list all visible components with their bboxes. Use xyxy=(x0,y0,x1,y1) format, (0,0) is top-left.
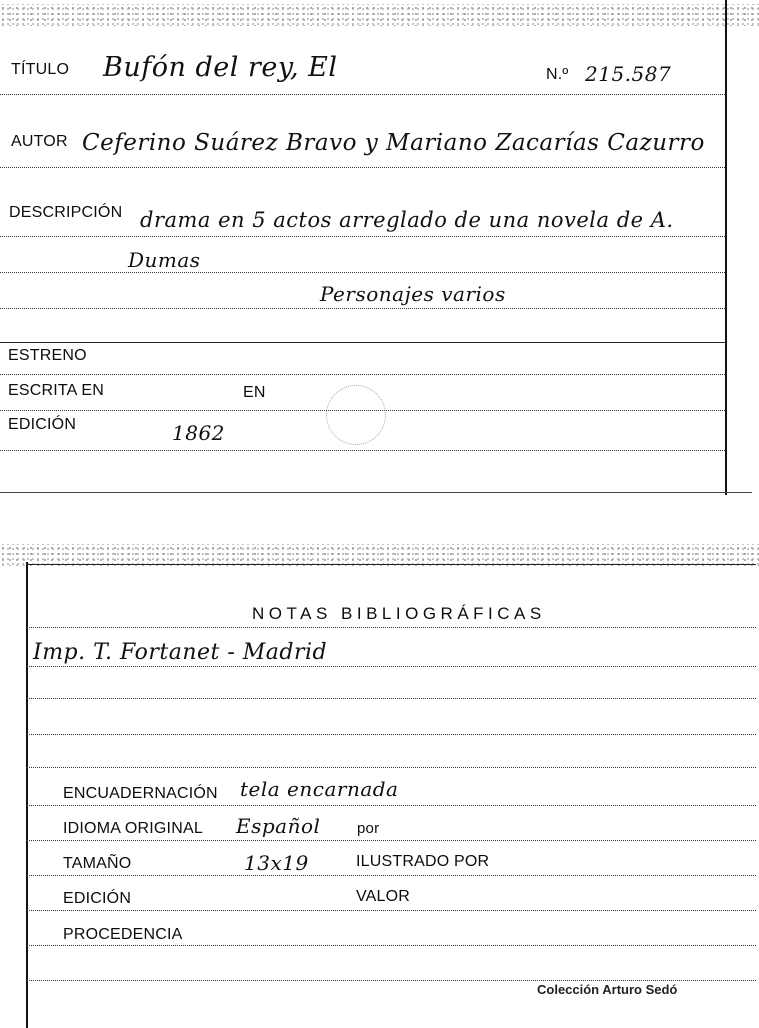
numero-label: N.º xyxy=(546,66,569,83)
faint-stamp-circle xyxy=(326,385,386,445)
tamano-value: 13x19 xyxy=(244,851,309,875)
valor-label: VALOR xyxy=(356,888,411,905)
tamano-label: TAMAÑO xyxy=(63,855,132,872)
notas-line1: Imp. T. Fortanet - Madrid xyxy=(33,640,328,665)
rule xyxy=(0,167,725,168)
encuadernacion-label: ENCUADERNACIÓN xyxy=(63,785,218,802)
edicion-value: 1862 xyxy=(172,421,225,445)
rule xyxy=(26,875,756,876)
rule xyxy=(0,94,725,95)
numero-value: 215.587 xyxy=(585,62,672,86)
idioma-original-value: Español xyxy=(236,814,321,838)
estreno-label: ESTRENO xyxy=(8,347,87,364)
card-bottom-edge xyxy=(0,492,752,493)
rule xyxy=(26,627,756,628)
scan-noise-strip xyxy=(0,544,759,566)
descripcion-line3: Personajes varios xyxy=(320,282,506,306)
encuadernacion-value: tela encarnada xyxy=(240,777,399,801)
rule xyxy=(26,698,756,699)
catalog-card-top xyxy=(0,0,759,495)
rule xyxy=(0,236,725,237)
rule xyxy=(26,910,756,911)
card-right-border xyxy=(725,0,727,495)
card-left-border xyxy=(26,562,28,1028)
autor-value: Ceferino Suárez Bravo y Mariano Zacarías Cazurro xyxy=(82,130,705,156)
descripcion-label: DESCRIPCIÓN xyxy=(9,204,123,221)
rule xyxy=(26,767,756,768)
titulo-value: Bufón del rey, El xyxy=(103,52,338,83)
edicion-label-bottom: EDICIÓN xyxy=(63,890,132,907)
rule xyxy=(26,945,756,946)
notas-bibliograficas-heading: NOTAS BIBLIOGRÁFICAS xyxy=(252,604,546,623)
en-label: EN xyxy=(243,384,266,401)
autor-label: AUTOR xyxy=(11,133,68,150)
rule xyxy=(0,450,725,451)
escrita-en-label: ESCRITA EN xyxy=(8,382,104,399)
rule xyxy=(0,308,725,309)
rule xyxy=(26,840,756,841)
catalog-card-bottom xyxy=(0,540,759,1028)
scan-noise-strip xyxy=(0,4,759,26)
rule xyxy=(26,805,756,806)
collection-credit: Colección Arturo Sedó xyxy=(537,982,678,997)
ilustrado-por-label: ILUSTRADO POR xyxy=(356,853,490,870)
rule xyxy=(0,272,725,273)
descripcion-line1: drama en 5 actos arreglado de una novela de A. xyxy=(140,208,674,232)
titulo-label: TÍTULO xyxy=(11,61,70,78)
rule xyxy=(26,666,756,667)
rule xyxy=(0,374,725,375)
procedencia-label: PROCEDENCIA xyxy=(63,926,183,943)
idioma-original-label: IDIOMA ORIGINAL xyxy=(63,820,203,837)
card-top-edge xyxy=(26,564,756,565)
rule xyxy=(0,342,725,343)
rule xyxy=(26,980,756,981)
edicion-label: EDICIÓN xyxy=(8,416,77,433)
rule xyxy=(26,734,756,735)
por-label: por xyxy=(357,820,380,837)
descripcion-line2: Dumas xyxy=(128,248,201,272)
